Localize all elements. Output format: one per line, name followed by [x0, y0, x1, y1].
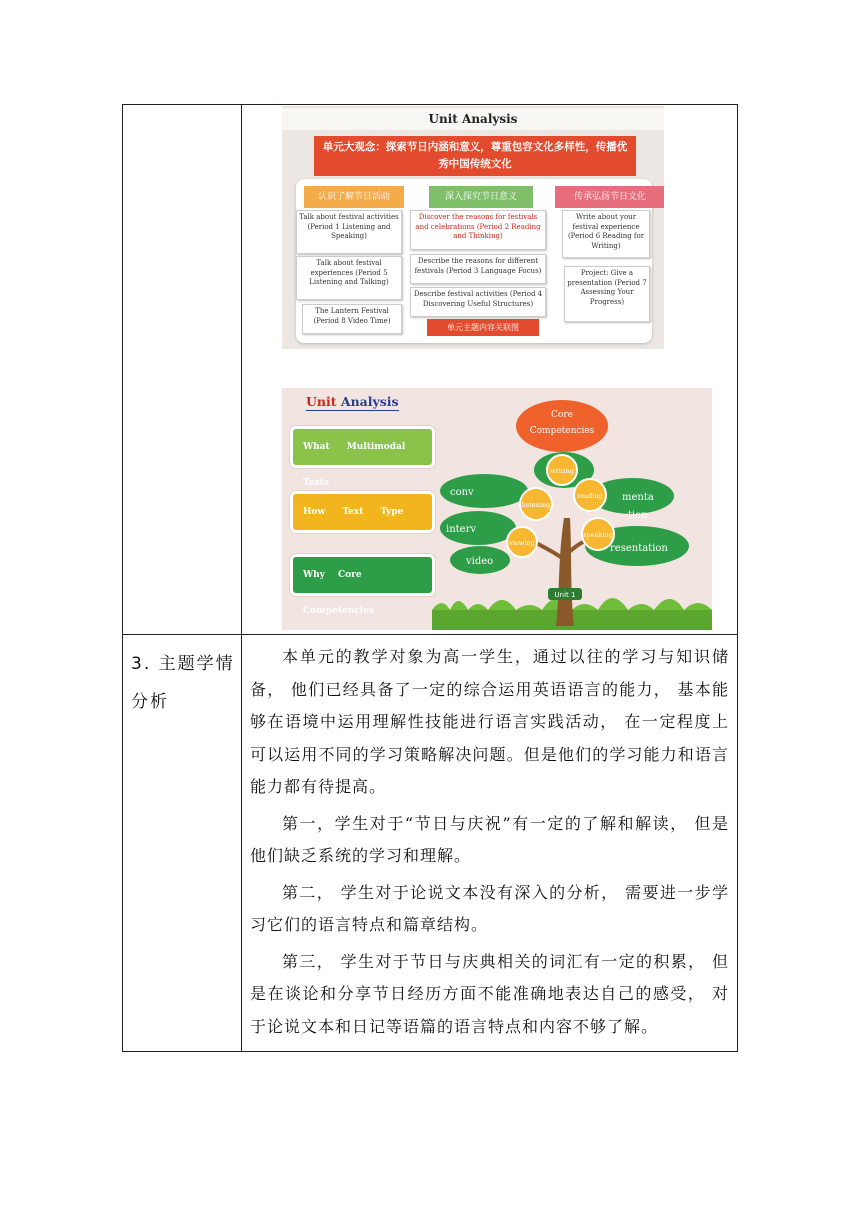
period-box: Discover the reasons for festivals and celebrations (Period 2 Reading and Thinking): [410, 210, 546, 250]
column-header-3: 传承弘扬节日文化: [555, 186, 664, 208]
what-box: What Multimodal Texts: [290, 426, 435, 468]
slide2-title: Unit Analysis: [306, 394, 399, 409]
period-box: The Lantern Festival (Period 8 Video Time): [302, 304, 402, 334]
column-header-1: 认识了解节日活动: [304, 186, 404, 208]
image-cell: [242, 105, 738, 635]
leaf-label: interv: [446, 524, 477, 535]
table-row: [123, 105, 738, 635]
svg-text:reading: reading: [577, 492, 603, 500]
period-box: Describe the reasons for different festivals (Period 3 Language Focus): [410, 254, 546, 284]
svg-text:viewing: viewing: [509, 539, 535, 547]
svg-text:speaking: speaking: [583, 531, 613, 539]
leaf-label: menta: [622, 492, 654, 503]
svg-text:writing: writing: [550, 467, 574, 475]
period-box: Talk about festival experiences (Period 5 Listening and Talking): [296, 256, 402, 300]
slide1-title: Unit Analysis: [282, 108, 664, 130]
trunk-label: Unit 1: [554, 591, 576, 599]
period-box: Project: Give a presentation (Period 7 Assessing Your Progress): [564, 266, 650, 322]
leaf-label: video: [466, 556, 494, 567]
section-content: [242, 635, 738, 1052]
period-box: Write about your festival experience (Period 6 Reading for Writing): [562, 210, 650, 258]
how-box: How Text Type: [290, 491, 435, 533]
paragraph: 本单元的教学对象为高一学生，通过以往的学习与知识储备， 他们已经具备了一定的综合运用英语语言的能力， 基本能够在语境中运用理解性技能进行语言实践活动， 在一定程度上可以运用不同的学习策略解决问题。但是他们的学习能力和语言能力都有待提高。: [250, 647, 729, 796]
slide1-footer: 单元主题内容关联图: [427, 319, 539, 336]
svg-text:listening: listening: [521, 501, 551, 509]
period-box: Describe festival activities (Period 4 Discovering Useful Structures): [410, 287, 546, 317]
document-table: [122, 104, 738, 1052]
table-row: [123, 635, 738, 1052]
period-box: Talk about festival activities (Period 1 Listening and Speaking): [296, 210, 402, 254]
competencies-label: Competencies: [529, 426, 595, 436]
leaf-label: conv: [450, 487, 474, 498]
empty-label-cell: [123, 105, 242, 635]
core-label: Core: [551, 410, 573, 420]
leaf-label: tion: [628, 510, 648, 521]
why-box: Why Core Competencies: [290, 554, 435, 596]
paragraph: 第二， 学生对于论说文本没有深入的分析， 需要进一步学习它们的语言特点和篇章结构。: [250, 882, 729, 934]
section-label: 3. 主题学情分析: [123, 635, 242, 1052]
leaf-label: resentation: [610, 543, 668, 554]
slide1-banner: 单元大观念：探索节日内涵和意义，尊重包容文化多样性，传播优秀中国传统文化: [314, 136, 636, 176]
paragraph: 第一，学生对于“节日与庆祝”有一定的了解和解读， 但是他们缺乏系统的学习和理解。: [250, 813, 729, 865]
column-header-2: 深入探究节日意义: [429, 186, 533, 208]
paragraph: 第三， 学生对于节日与庆典相关的词汇有一定的积累， 但是在谈论和分享节日经历方面不能准确地表达自己的感受， 对于论说文本和日记等语篇的语言特点和内容不够了解。: [250, 951, 729, 1036]
